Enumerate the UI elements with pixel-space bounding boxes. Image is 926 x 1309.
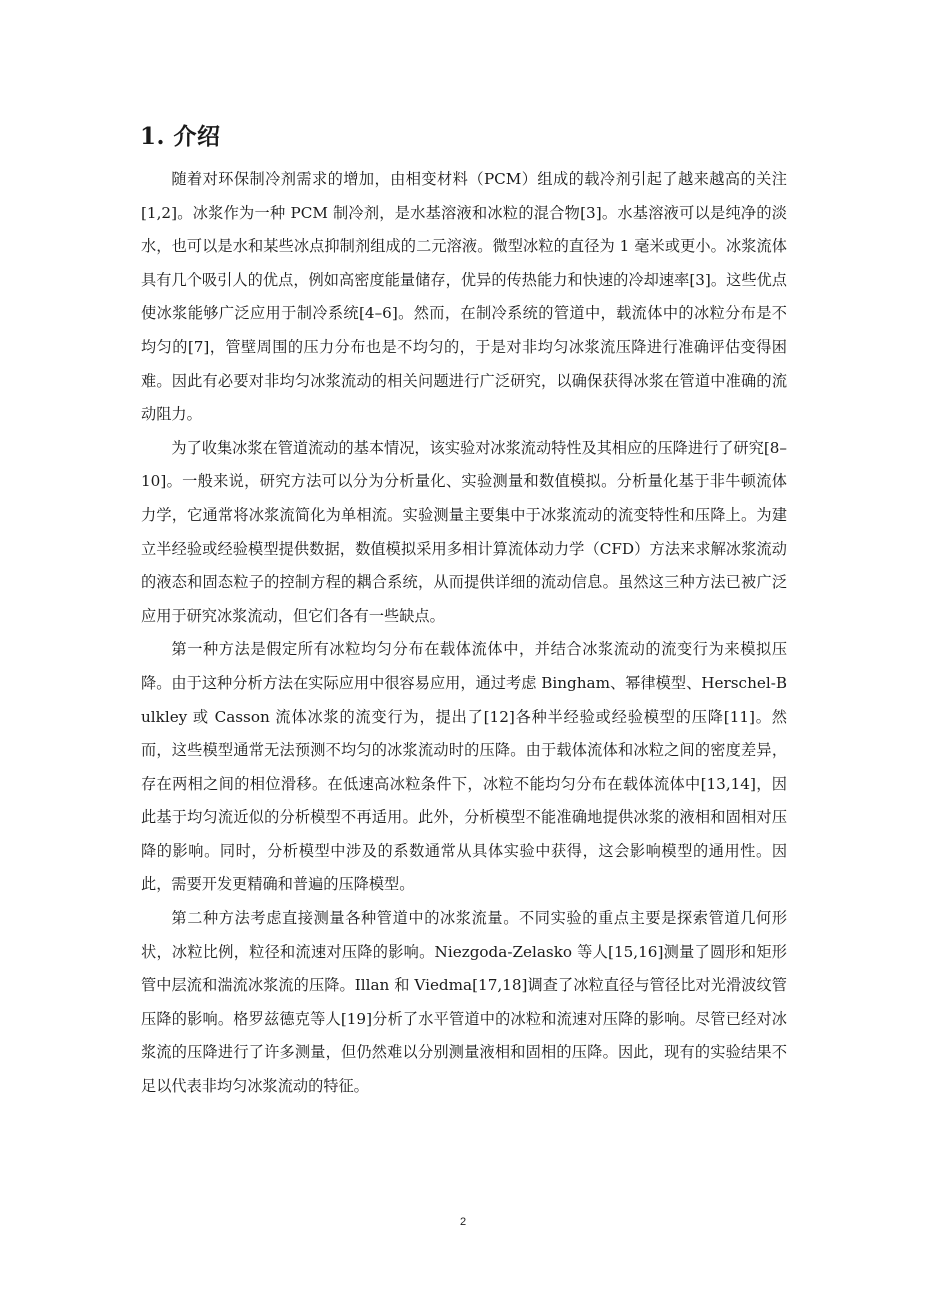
paragraph-4: 第二种方法考虑直接测量各种管道中的冰浆流量。不同实验的重点主要是探索管道几何形状，冰粒比例，粒径和流速对压降的影响。Niezgoda-Zelasko 等人[15,16]测量了圆形和矩形管中层流和湍流冰浆流的压降。Illan 和 Viedma[17,18]调查了冰粒直径与管径比对光滑波纹管压降的影响。格罗兹德克等人[19]分析了水平管道中的冰粒和流速对压降的影响。尽管已经对冰浆流的压降进行了许多测量，但仍然难以分别测量液相和固相的压降。因此，现有的实验结果不足以代表非均匀冰浆流动的特征。 bbox=[141, 909, 787, 1096]
section-body bbox=[141, 163, 787, 1104]
paragraph-3: 第一种方法是假定所有冰粒均匀分布在载体流体中，并结合冰浆流动的流变行为来模拟压降。由于这种分析方法在实际应用中很容易应用，通过考虑 Bingham、幂律模型、Herschel-Bulkley 或 Casson 流体冰浆的流变行为，提出了[12]各种半经验或经验模型的压降[11]。然而，这些模型通常无法预测不均匀的冰浆流动时的压降。由于载体流体和冰粒之间的密度差异，存在两相之间的相位滑移。在低速高冰粒条件下，冰粒不能均匀分布在载体流体中[13,14]，因此基于均匀流近似的分析模型不再适用。此外，分析模型不能准确地提供冰浆的液相和固相对压降的影响。同时，分析模型中涉及的系数通常从具体实验中获得，这会影响模型的通用性。因此，需要开发更精确和普遍的压降模型。 bbox=[141, 640, 787, 894]
section-heading: 1. 介绍 bbox=[140, 123, 221, 150]
paragraph-2: 为了收集冰浆在管道流动的基本情况，该实验对冰浆流动特性及其相应的压降进行了研究[8–10]。一般来说，研究方法可以分为分析量化、实验测量和数值模拟。分析量化基于非牛顿流体力学，它通常将冰浆流简化为单相流。实验测量主要集中于冰浆流动的流变特性和压降上。为建立半经验或经验模型提供数据，数值模拟采用多相计算流体动力学（CFD）方法来求解冰浆流动的液态和固态粒子的控制方程的耦合系统，从而提供详细的流动信息。虽然这三种方法已被广泛应用于研究冰浆流动，但它们各有一些缺点。 bbox=[141, 438, 787, 625]
page-number: 2 bbox=[459, 1216, 467, 1228]
paragraph-1: 随着对环保制冷剂需求的增加，由相变材料（PCM）组成的载冷剂引起了越来越高的关注[1,2]。冰浆作为一种 PCM 制冷剂，是水基溶液和冰粒的混合物[3]。水基溶液可以是纯净的淡水，也可以是水和某些冰点抑制剂组成的二元溶液。微型冰粒的直径为 1 毫米或更小。冰浆流体具有几个吸引人的优点，例如高密度能量储存，优异的传热能力和快速的冷却速率[3]。这些优点使冰浆能够广泛应用于制冷系统[4–6]。然而，在制冷系统的管道中，载流体中的冰粒分布是不均匀的[7]，管壁周围的压力分布也是不均匀的，于是对非均匀冰浆流压降进行准确评估变得困难。因此有必要对非均匀冰浆流动的相关问题进行广泛研究，以确保获得冰浆在管道中准确的流动阻力。 bbox=[141, 170, 787, 424]
